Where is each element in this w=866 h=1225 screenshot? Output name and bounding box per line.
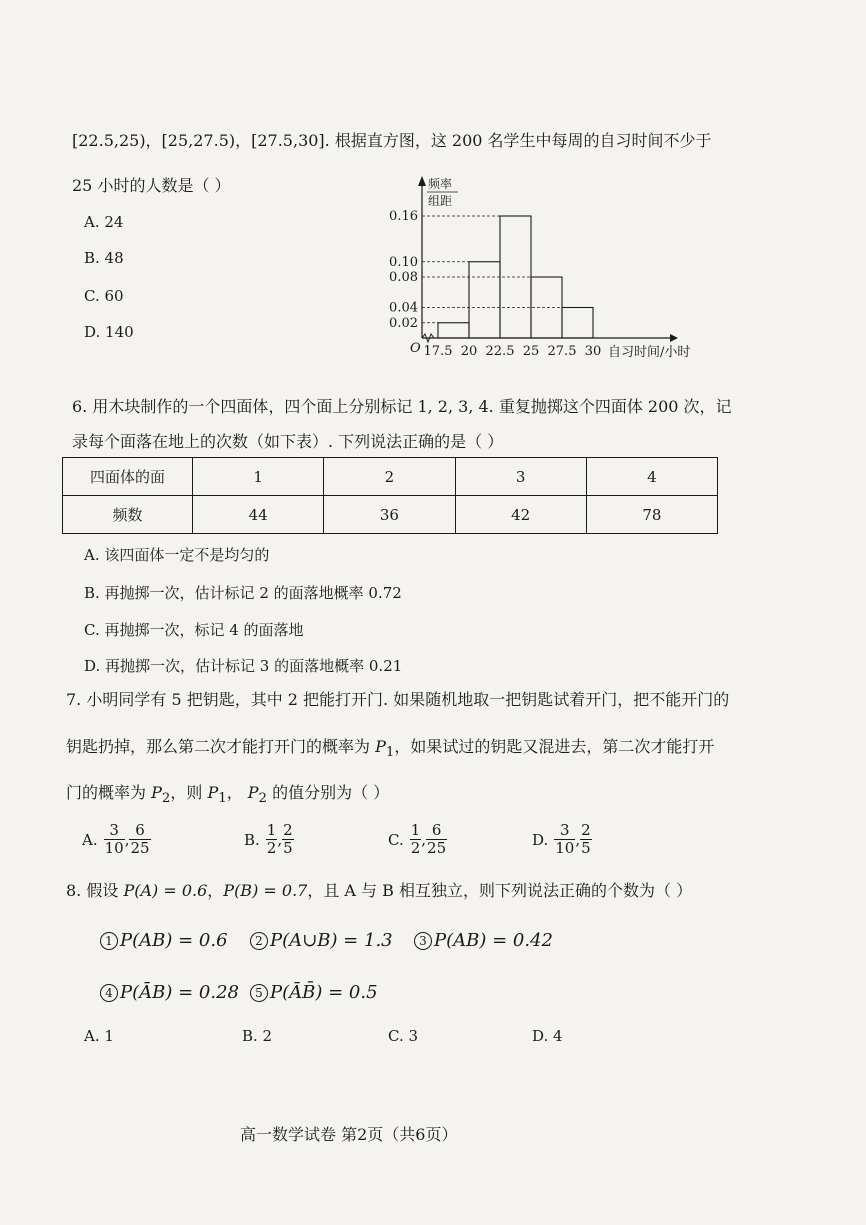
q6-option-c: C. 再抛掷一次，标记 4 的面落地 (84, 621, 304, 639)
q8-statement-5: 5 P(ĀB̄) = 0.5 (250, 982, 378, 1004)
frequency-table (62, 457, 718, 534)
table-row (63, 496, 718, 534)
x-tick-label: 25 (522, 344, 540, 359)
histogram-bar (438, 323, 469, 338)
q8-statement-1: 1 P(AB) = 0.6 (100, 930, 228, 952)
q8-statement-2: 2 P(A∪B) = 1.3 (250, 930, 393, 952)
q5-line2: 25 小时的人数是（ ） (72, 176, 231, 195)
q5-option-b: B. 48 (84, 249, 124, 267)
y-tick-label: 0.04 (389, 300, 418, 316)
q8-statement-3: 3 P(AB) = 0.42 (414, 930, 553, 952)
q6-option-b: B. 再抛掷一次，估计标记 2 的面落地概率 0.72 (84, 584, 402, 602)
q7-option-a: A. $\frac{3}{10}$ , $\frac{6}{25}$ (82, 821, 150, 857)
y-tick-label: 0.02 (389, 315, 418, 331)
q5-option-d: D. 140 (84, 323, 134, 341)
fraction: $\frac{3}{10}$ (104, 821, 124, 857)
histogram-chart (380, 170, 720, 370)
y-axis-arrow-icon (418, 176, 426, 186)
q7-line3: 门的概率为 $P_2$，则 $P_1$， $P_2$ 的值分别为（ ） (66, 783, 390, 807)
q8-option-a: A. 1 (84, 1027, 114, 1045)
page-footer: 高一数学试卷 第2页（共6页） (240, 1125, 458, 1144)
x-tick-label: 17.5 (423, 344, 453, 359)
q7-line1: 7. 小明同学有 5 把钥匙，其中 2 把能打开门. 如果随机地取一把钥匙试着开门，把不能开门的 (66, 690, 730, 709)
q8-statement-4: 4 P(ĀB) = 0.28 (100, 982, 239, 1004)
histogram-bar (562, 308, 593, 339)
q5-line1: [22.5,25)，[25,27.5)，[27.5,30]. 根据直方图，这 200 名学生中每周的自习时间不少于 (72, 131, 712, 150)
histogram-bar (469, 262, 500, 338)
origin-label: O (410, 341, 421, 356)
y-axis-label-top: 频率 (428, 177, 453, 191)
q6-option-a: A. 该四面体一定不是均匀的 (84, 546, 270, 564)
fraction: $\frac{2}{5}$ (283, 821, 293, 857)
fraction: $\frac{6}{25}$ (130, 821, 150, 857)
table-cell: 44 (193, 496, 324, 534)
table-row (63, 458, 718, 496)
y-tick-label: 0.16 (389, 209, 418, 224)
q8-option-b: B. 2 (242, 1027, 273, 1045)
q8-line1: 8. 假设 P(A) = 0.6，P(B) = 0.7，且 A 与 B 相互独立，则下列说法正确的个数为（ ） (66, 881, 693, 900)
x-tick-label: 27.5 (547, 344, 577, 359)
q7-option-b: B. $\frac{1}{2}$ , $\frac{2}{5}$ (244, 821, 293, 857)
q6-line1: 6. 用木块制作的一个四面体，四个面上分别标记 1, 2, 3, 4. 重复抛掷这个四面体 200 次，记 (72, 397, 732, 416)
q6-option-d: D. 再抛掷一次，估计标记 3 的面落地概率 0.21 (84, 657, 403, 675)
table-cell: 4 (586, 458, 717, 496)
table-cell: 3 (455, 458, 586, 496)
x-axis-label: 自习时间/小时 (608, 345, 691, 360)
fraction: $\frac{1}{2}$ (266, 821, 277, 857)
q7-line2: 钥匙扔掉，那么第二次才能打开门的概率为 $P_1$，如果试过的钥匙又混进去，第二次才能打开 (66, 737, 715, 761)
q8-option-c: C. 3 (388, 1027, 419, 1045)
table-cell: 2 (324, 458, 455, 496)
table-header-face: 四面体的面 (63, 458, 193, 496)
table-cell: 42 (455, 496, 586, 534)
q5-option-c: C. 60 (84, 287, 124, 305)
x-tick-label: 22.5 (485, 344, 515, 359)
x-tick-label: 30 (584, 344, 602, 359)
table-header-frequency: 频数 (63, 496, 193, 534)
y-tick-label: 0.10 (389, 254, 418, 270)
q7-option-d: D. $\frac{3}{10}$ , $\frac{2}{5}$ (532, 821, 591, 857)
y-axis-label-bottom: 组距 (428, 194, 453, 208)
x-tick-label: 20 (460, 344, 478, 359)
x-axis-arrow-icon (670, 334, 678, 342)
q6-line2: 录每个面落在地上的次数（如下表）. 下列说法正确的是（ ） (72, 432, 504, 451)
table-cell: 1 (193, 458, 324, 496)
table-cell: 36 (324, 496, 455, 534)
q5-option-a: A. 24 (84, 213, 124, 231)
y-tick-label: 0.08 (389, 270, 418, 285)
fraction: $\frac{6}{25}$ (427, 821, 447, 857)
q7-option-c: C. $\frac{1}{2}$ , $\frac{6}{25}$ (388, 821, 447, 857)
fraction: $\frac{3}{10}$ (555, 821, 575, 857)
fraction: $\frac{2}{5}$ (581, 821, 591, 857)
fraction: $\frac{1}{2}$ (410, 821, 421, 857)
q8-option-d: D. 4 (532, 1027, 563, 1045)
table-cell: 78 (586, 496, 717, 534)
